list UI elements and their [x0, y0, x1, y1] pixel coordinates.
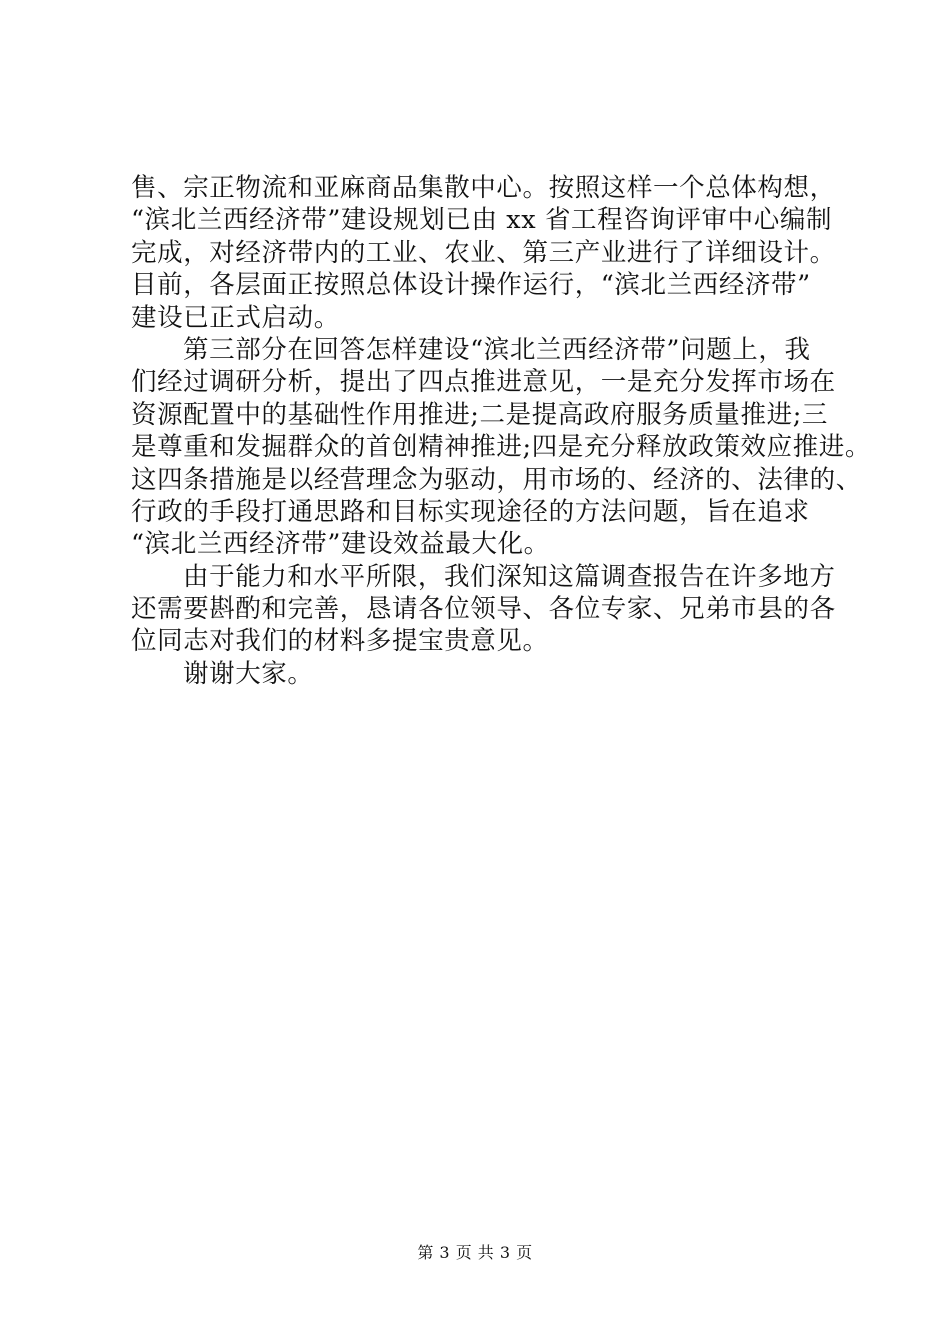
- text-line: “滨北兰西经济带”建设规划已由 xx 省工程咨询评审中心编制: [131, 205, 833, 236]
- document-body: [131, 172, 871, 690]
- text-line: 行政的手段打通思路和目标实现途径的方法问题，旨在追求: [131, 496, 810, 527]
- text-line: 目前，各层面正按照总体设计操作运行，“滨北兰西经济带”: [131, 270, 811, 301]
- text-line: 还需要斟酌和完善，恳请各位领导、各位专家、兄弟市县的各: [131, 594, 836, 625]
- text-line: 这四条措施是以经营理念为驱动，用市场的、经济的、法律的、: [131, 464, 862, 495]
- text-line: 由于能力和水平所限，我们深知这篇调查报告在许多地方: [183, 561, 836, 592]
- text-line: 是尊重和发掘群众的首创精神推进;四是充分释放政策效应推进。: [131, 432, 871, 463]
- page-number-label: 第 3 页 共 3 页: [417, 1243, 533, 1262]
- text-line: 资源配置中的基础性作用推进;二是提高政府服务质量推进;三: [131, 399, 828, 430]
- text-line: 谢谢大家。: [183, 658, 314, 689]
- text-line: 完成，对经济带内的工业、农业、第三产业进行了详细设计。: [131, 237, 836, 268]
- text-line: 位同志对我们的材料多提宝贵意见。: [131, 626, 549, 657]
- text-line: “滨北兰西经济带”建设效益最大化。: [131, 529, 550, 560]
- text-line: 建设已正式启动。: [131, 302, 340, 333]
- page-footer: [0, 1243, 950, 1263]
- text-line: 售、宗正物流和亚麻商品集散中心。按照这样一个总体构想，: [131, 173, 836, 203]
- text-line: 第三部分在回答怎样建设“滨北兰西经济带”问题上，我: [183, 334, 811, 365]
- text-line: 们经过调研分析，提出了四点推进意见，一是充分发挥市场在: [131, 367, 836, 398]
